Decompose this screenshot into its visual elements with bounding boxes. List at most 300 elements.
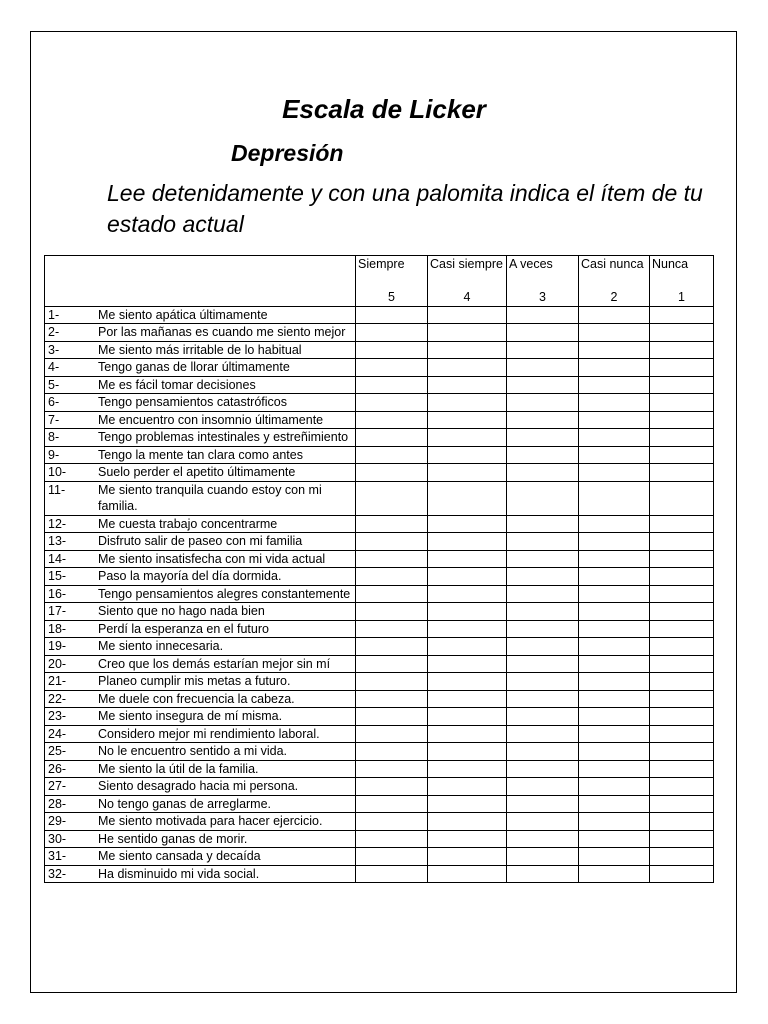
answer-cell[interactable] <box>579 848 650 866</box>
item-cell <box>45 376 356 394</box>
option-header-casi-nunca <box>579 256 650 307</box>
table-row <box>45 743 714 761</box>
answer-cell[interactable] <box>428 533 507 551</box>
item-number: 20- <box>48 656 67 671</box>
item-cell <box>45 760 356 778</box>
answer-cell[interactable] <box>650 830 714 848</box>
item-cell <box>45 306 356 324</box>
answer-cell[interactable] <box>428 411 507 429</box>
answer-cell[interactable] <box>356 743 428 761</box>
answer-cell[interactable] <box>507 585 579 603</box>
answer-cell[interactable] <box>650 673 714 691</box>
answer-cell[interactable] <box>507 376 579 394</box>
answer-cell[interactable] <box>579 306 650 324</box>
answer-cell[interactable] <box>579 655 650 673</box>
item-number: 29- <box>48 814 67 828</box>
answer-cell[interactable] <box>428 446 507 464</box>
item-text: Tengo pensamientos alegres constantemente <box>98 586 351 601</box>
answer-cell[interactable] <box>579 760 650 778</box>
table-row <box>45 464 714 482</box>
item-cell <box>45 394 356 412</box>
answer-cell[interactable] <box>650 341 714 359</box>
answer-cell[interactable] <box>507 690 579 708</box>
answer-cell[interactable] <box>650 429 714 447</box>
table-row <box>45 795 714 813</box>
answer-cell[interactable] <box>507 429 579 447</box>
answer-cell[interactable] <box>507 324 579 342</box>
answer-cell[interactable] <box>507 515 579 533</box>
answer-cell[interactable] <box>507 620 579 638</box>
answer-cell[interactable] <box>650 394 714 412</box>
option-header-nunca <box>650 256 714 307</box>
answer-cell[interactable] <box>579 603 650 621</box>
answer-cell[interactable] <box>428 690 507 708</box>
option-header-siempre <box>356 256 428 307</box>
answer-cell[interactable] <box>579 533 650 551</box>
item-number: 10- <box>48 465 67 479</box>
table-row <box>45 359 714 377</box>
answer-cell[interactable] <box>428 743 507 761</box>
answer-cell[interactable] <box>507 359 579 377</box>
answer-cell[interactable] <box>356 585 428 603</box>
answer-cell[interactable] <box>650 603 714 621</box>
option-value: 5 <box>388 290 395 304</box>
answer-cell[interactable] <box>507 865 579 883</box>
answer-cell[interactable] <box>579 620 650 638</box>
answer-cell[interactable] <box>428 673 507 691</box>
answer-cell[interactable] <box>356 515 428 533</box>
item-number: 27- <box>48 779 67 793</box>
answer-cell[interactable] <box>356 813 428 831</box>
answer-cell[interactable] <box>507 481 579 515</box>
answer-cell[interactable] <box>579 568 650 586</box>
item-text: Me siento motivada para hacer ejercicio. <box>98 814 323 828</box>
answer-cell[interactable] <box>650 813 714 831</box>
answer-cell[interactable] <box>579 585 650 603</box>
answer-cell[interactable] <box>507 795 579 813</box>
answer-cell[interactable] <box>356 760 428 778</box>
answer-cell[interactable] <box>356 464 428 482</box>
answer-cell[interactable] <box>507 533 579 551</box>
table-row <box>45 708 714 726</box>
answer-cell[interactable] <box>579 481 650 515</box>
answer-cell[interactable] <box>356 708 428 726</box>
answer-cell[interactable] <box>507 725 579 743</box>
answer-cell[interactable] <box>650 638 714 656</box>
answer-cell[interactable] <box>428 464 507 482</box>
table-row <box>45 603 714 621</box>
table-row <box>45 341 714 359</box>
item-content <box>47 848 353 865</box>
answer-cell[interactable] <box>579 690 650 708</box>
answer-cell[interactable] <box>579 795 650 813</box>
answer-cell[interactable] <box>650 306 714 324</box>
item-text: Tengo problemas intestinales y estreñimiento <box>98 430 349 444</box>
answer-cell[interactable] <box>428 481 507 515</box>
item-number: 16- <box>48 586 67 601</box>
answer-cell[interactable] <box>356 533 428 551</box>
answer-cell[interactable] <box>650 725 714 743</box>
item-content <box>47 621 353 638</box>
answer-cell[interactable] <box>650 446 714 464</box>
answer-cell[interactable] <box>428 795 507 813</box>
answer-cell[interactable] <box>507 394 579 412</box>
answer-cell[interactable] <box>356 359 428 377</box>
item-content <box>47 533 353 550</box>
item-text: No tengo ganas de arreglarme. <box>98 796 272 811</box>
answer-cell[interactable] <box>428 638 507 656</box>
answer-cell[interactable] <box>579 464 650 482</box>
item-number: 23- <box>48 709 67 723</box>
answer-cell[interactable] <box>507 341 579 359</box>
option-header-casi-siempre <box>428 256 507 307</box>
answer-cell[interactable] <box>579 638 650 656</box>
table-row <box>45 865 714 883</box>
answer-cell[interactable] <box>507 673 579 691</box>
answer-cell[interactable] <box>650 655 714 673</box>
item-number: 12- <box>48 516 67 531</box>
item-number: 31- <box>48 849 67 863</box>
item-number: 30- <box>48 831 67 846</box>
item-text: Tengo la mente tan clara como antes <box>98 447 303 462</box>
item-text: Me siento insatisfecha con mi vida actual <box>98 551 326 566</box>
answer-cell[interactable] <box>428 830 507 848</box>
answer-cell[interactable] <box>356 620 428 638</box>
answer-cell[interactable] <box>579 394 650 412</box>
item-text: Me siento cansada y decaída <box>98 849 261 863</box>
item-text: Por las mañanas es cuando me siento mejor <box>98 325 346 339</box>
answer-cell[interactable] <box>356 725 428 743</box>
item-number: 15- <box>48 569 67 583</box>
answer-cell[interactable] <box>428 865 507 883</box>
table-row <box>45 655 714 673</box>
table-row <box>45 394 714 412</box>
answer-cell[interactable] <box>356 394 428 412</box>
table-row <box>45 515 714 533</box>
answer-cell[interactable] <box>356 341 428 359</box>
answer-cell[interactable] <box>428 585 507 603</box>
answer-cell[interactable] <box>507 446 579 464</box>
item-content <box>47 551 353 568</box>
answer-cell[interactable] <box>579 743 650 761</box>
answer-cell[interactable] <box>650 795 714 813</box>
answer-cell[interactable] <box>650 778 714 796</box>
answer-cell[interactable] <box>507 568 579 586</box>
answer-cell[interactable] <box>507 550 579 568</box>
answer-cell[interactable] <box>428 429 507 447</box>
answer-cell[interactable] <box>428 359 507 377</box>
item-number: 13- <box>48 534 67 548</box>
table-row <box>45 585 714 603</box>
answer-cell[interactable] <box>356 655 428 673</box>
answer-cell[interactable] <box>650 359 714 377</box>
answer-cell[interactable] <box>356 778 428 796</box>
item-cell <box>45 778 356 796</box>
item-cell <box>45 585 356 603</box>
answer-cell[interactable] <box>356 411 428 429</box>
item-cell <box>45 673 356 691</box>
answer-cell[interactable] <box>579 515 650 533</box>
answer-cell[interactable] <box>579 376 650 394</box>
answer-cell[interactable] <box>650 760 714 778</box>
answer-cell[interactable] <box>428 550 507 568</box>
document-title: Escala de Licker <box>282 94 486 124</box>
answer-cell[interactable] <box>428 813 507 831</box>
answer-cell[interactable] <box>650 585 714 603</box>
item-text: Planeo cumplir mis metas a futuro. <box>98 674 291 688</box>
item-cell <box>45 848 356 866</box>
item-cell <box>45 603 356 621</box>
table-row <box>45 848 714 866</box>
answer-cell[interactable] <box>579 341 650 359</box>
answer-cell[interactable] <box>650 848 714 866</box>
answer-cell[interactable] <box>356 690 428 708</box>
answer-cell[interactable] <box>650 865 714 883</box>
item-cell <box>45 795 356 813</box>
answer-cell[interactable] <box>650 481 714 515</box>
answer-cell[interactable] <box>650 568 714 586</box>
item-number: 5- <box>48 377 60 392</box>
answer-cell[interactable] <box>428 708 507 726</box>
answer-cell[interactable] <box>579 778 650 796</box>
answer-cell[interactable] <box>356 865 428 883</box>
answer-cell[interactable] <box>579 865 650 883</box>
item-number: 11- <box>48 482 66 497</box>
item-content <box>47 813 353 830</box>
item-number: 17- <box>48 604 67 618</box>
item-content <box>47 412 353 429</box>
item-cell <box>45 464 356 482</box>
table-row <box>45 550 714 568</box>
table-row <box>45 813 714 831</box>
item-content <box>47 516 353 533</box>
item-number: 7- <box>48 412 60 427</box>
answer-cell[interactable] <box>579 813 650 831</box>
answer-cell[interactable] <box>356 638 428 656</box>
answer-cell[interactable] <box>650 464 714 482</box>
item-text: Me siento tranquila cuando estoy con mi familia. <box>98 482 322 513</box>
answer-cell[interactable] <box>579 324 650 342</box>
instructions-text: Lee detenidamente y con una palomita indica el ítem de tu estado actual <box>107 180 703 237</box>
answer-cell[interactable] <box>579 446 650 464</box>
item-text: Siento desagrado hacia mi persona. <box>98 779 299 793</box>
table-row <box>45 690 714 708</box>
answer-cell[interactable] <box>579 359 650 377</box>
item-text: Me cuesta trabajo concentrarme <box>98 516 278 531</box>
item-content <box>47 638 353 655</box>
item-text: Suelo perder el apetito últimamente <box>98 465 296 479</box>
item-cell <box>45 813 356 831</box>
answer-cell[interactable] <box>507 638 579 656</box>
item-content <box>47 307 353 324</box>
answer-cell[interactable] <box>650 708 714 726</box>
item-number: 6- <box>48 395 60 409</box>
item-number: 8- <box>48 430 60 444</box>
item-number: 1- <box>48 307 60 322</box>
item-content <box>47 603 353 620</box>
answer-cell[interactable] <box>650 324 714 342</box>
answer-cell[interactable] <box>507 306 579 324</box>
answer-cell[interactable] <box>579 725 650 743</box>
answer-cell[interactable] <box>428 568 507 586</box>
item-text: Perdí la esperanza en el futuro <box>98 621 269 636</box>
item-header-cell <box>45 256 356 307</box>
likert-scale-table <box>44 255 714 883</box>
answer-cell[interactable] <box>356 550 428 568</box>
answer-cell[interactable] <box>356 673 428 691</box>
item-number: 9- <box>48 447 60 462</box>
answer-cell[interactable] <box>507 778 579 796</box>
answer-cell[interactable] <box>428 848 507 866</box>
option-value: 1 <box>678 290 685 304</box>
item-number: 21- <box>48 674 67 688</box>
item-rows <box>45 306 714 883</box>
answer-cell[interactable] <box>579 830 650 848</box>
table-row <box>45 481 714 515</box>
option-label: Casi nunca <box>581 257 644 271</box>
item-content <box>47 324 353 341</box>
answer-cell[interactable] <box>507 760 579 778</box>
answer-cell[interactable] <box>356 568 428 586</box>
answer-cell[interactable] <box>650 690 714 708</box>
item-cell <box>45 446 356 464</box>
answer-cell[interactable] <box>507 464 579 482</box>
option-value: 3 <box>539 290 546 304</box>
item-text: Tengo pensamientos catastróficos <box>98 395 287 409</box>
answer-cell[interactable] <box>356 481 428 515</box>
answer-cell[interactable] <box>428 324 507 342</box>
item-text: Disfruto salir de paseo con mi familia <box>98 534 303 548</box>
item-content <box>47 831 353 848</box>
item-cell <box>45 533 356 551</box>
item-content <box>47 429 353 446</box>
item-text: Me encuentro con insomnio últimamente <box>98 412 324 427</box>
table-row <box>45 533 714 551</box>
table-row <box>45 446 714 464</box>
answer-cell[interactable] <box>356 830 428 848</box>
item-content <box>47 866 353 883</box>
item-number: 14- <box>48 551 67 566</box>
item-cell <box>45 865 356 883</box>
item-cell <box>45 708 356 726</box>
answer-cell[interactable] <box>428 394 507 412</box>
answer-cell[interactable] <box>428 655 507 673</box>
answer-cell[interactable] <box>356 324 428 342</box>
option-label: Casi siempre <box>430 257 503 271</box>
answer-cell[interactable] <box>650 411 714 429</box>
answer-cell[interactable] <box>650 376 714 394</box>
item-content <box>47 342 353 359</box>
answer-cell[interactable] <box>428 725 507 743</box>
answer-cell[interactable] <box>579 708 650 726</box>
answer-cell[interactable] <box>428 778 507 796</box>
item-number: 18- <box>48 621 67 636</box>
item-content <box>47 743 353 760</box>
table-row <box>45 376 714 394</box>
item-cell <box>45 550 356 568</box>
item-text: No le encuentro sentido a mi vida. <box>98 744 287 758</box>
answer-cell[interactable] <box>507 813 579 831</box>
item-text: Siento que no hago nada bien <box>98 604 265 618</box>
answer-cell[interactable] <box>650 620 714 638</box>
answer-cell[interactable] <box>507 411 579 429</box>
item-content <box>47 568 353 585</box>
item-cell <box>45 324 356 342</box>
table-row <box>45 760 714 778</box>
answer-cell[interactable] <box>579 429 650 447</box>
option-label: Nunca <box>652 257 689 271</box>
item-cell <box>45 638 356 656</box>
answer-cell[interactable] <box>356 429 428 447</box>
item-content <box>47 708 353 725</box>
table-row <box>45 429 714 447</box>
item-number: 24- <box>48 726 67 741</box>
item-content <box>47 656 353 673</box>
item-content <box>47 377 353 394</box>
item-content <box>47 691 353 708</box>
item-cell <box>45 411 356 429</box>
item-number: 26- <box>48 761 67 776</box>
item-content <box>47 482 353 515</box>
item-content <box>47 761 353 778</box>
answer-cell[interactable] <box>650 550 714 568</box>
table-row <box>45 725 714 743</box>
answer-cell[interactable] <box>650 533 714 551</box>
item-cell <box>45 515 356 533</box>
item-text: Tengo ganas de llorar últimamente <box>98 360 290 374</box>
answer-cell[interactable] <box>356 795 428 813</box>
option-value: 4 <box>463 290 471 304</box>
answer-cell[interactable] <box>428 620 507 638</box>
answer-cell[interactable] <box>428 376 507 394</box>
table-row <box>45 306 714 324</box>
answer-cell[interactable] <box>428 760 507 778</box>
item-number: 2- <box>48 325 60 339</box>
answer-cell[interactable] <box>579 673 650 691</box>
item-cell <box>45 359 356 377</box>
item-text: Me siento la útil de la familia. <box>98 761 259 776</box>
item-cell <box>45 690 356 708</box>
answer-cell[interactable] <box>428 306 507 324</box>
table-row <box>45 411 714 429</box>
answer-cell[interactable] <box>356 376 428 394</box>
answer-cell[interactable] <box>428 515 507 533</box>
item-text: Me siento más irritable de lo habitual <box>98 342 302 357</box>
item-text: Ha disminuido mi vida social. <box>98 866 260 881</box>
answer-cell[interactable] <box>650 515 714 533</box>
answer-cell[interactable] <box>650 743 714 761</box>
answer-cell[interactable] <box>356 603 428 621</box>
answer-cell[interactable] <box>579 411 650 429</box>
answer-cell[interactable] <box>507 743 579 761</box>
answer-cell[interactable] <box>507 603 579 621</box>
item-text: Me siento apática últimamente <box>98 307 268 322</box>
answer-cell[interactable] <box>507 655 579 673</box>
answer-cell[interactable] <box>428 341 507 359</box>
answer-cell[interactable] <box>579 550 650 568</box>
item-content <box>47 464 353 481</box>
item-text: He sentido ganas de morir. <box>98 831 248 846</box>
answer-cell[interactable] <box>507 848 579 866</box>
answer-cell[interactable] <box>356 306 428 324</box>
answer-cell[interactable] <box>507 830 579 848</box>
answer-cell[interactable] <box>507 708 579 726</box>
item-content <box>47 726 353 743</box>
answer-cell[interactable] <box>428 603 507 621</box>
answer-cell[interactable] <box>356 848 428 866</box>
item-number: 4- <box>48 360 60 374</box>
answer-cell[interactable] <box>356 446 428 464</box>
